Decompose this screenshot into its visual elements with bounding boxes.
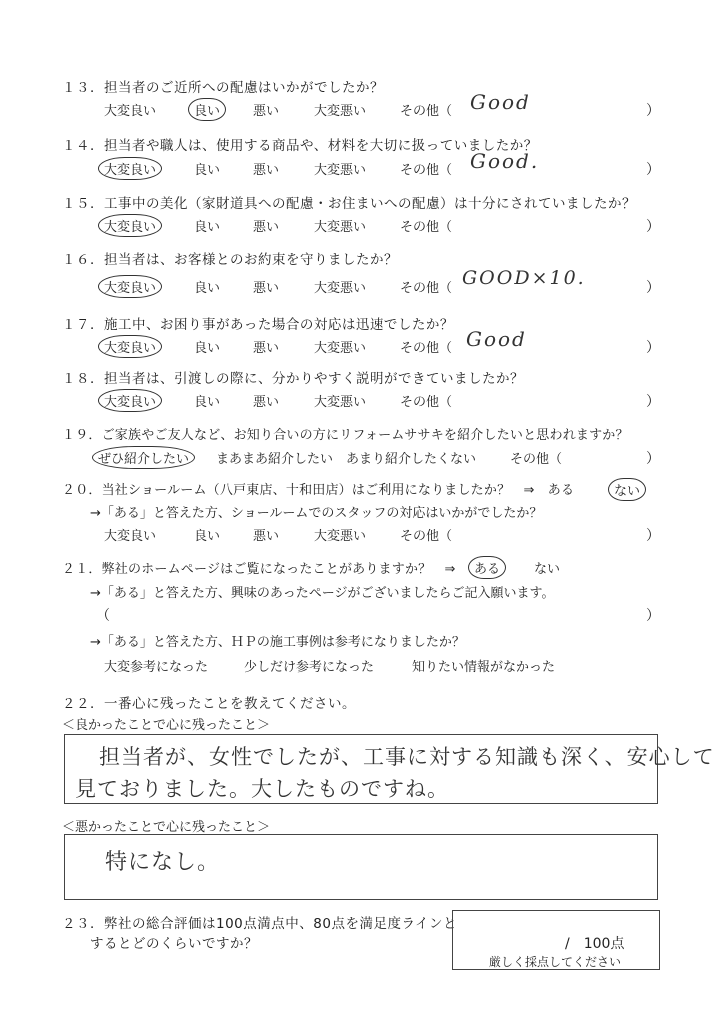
q17-close: ） [646,340,660,356]
q20-opt-other[interactable]: その他（ [400,529,453,544]
q22-good-line1: 担当者が、女性でしたが、工事に対する知識も深く、安心して [99,745,715,769]
q17-opt-3[interactable]: 悪い [253,341,280,356]
q14-opt-3[interactable]: 悪い [253,163,280,178]
q15-opt-other[interactable]: その他（ [400,220,453,235]
q23-line1: ２３．弊社の総合評価は100点満点中、80点を満足度ラインと [62,916,458,932]
q16-label: １６．担当者は、お客様とのお約束を守りましたか？ [62,252,398,268]
q21-sub1: →「ある」と答えた方、興味のあったページがございましたらご記入願います。 [90,586,555,601]
q13-opt-4[interactable]: 大変悪い [314,104,367,119]
q13-opt-other[interactable]: その他（ [400,104,453,119]
q16-close: ） [646,280,660,296]
q20-opt-3[interactable]: 悪い [253,529,280,544]
q20-label: ２０．当社ショールーム（八戸東店、十和田店）はご利用になりましたか？ ⇒ ある [62,483,575,498]
q13-opt-2-selected[interactable]: 良い [188,98,226,121]
q22-good-label: ＜良かったことで心に残ったこと＞ [62,718,271,733]
q16-opt-2[interactable]: 良い [194,281,221,296]
q14-opt-2[interactable]: 良い [194,163,221,178]
q19-opt-2[interactable]: まあまあ紹介したい [216,452,334,467]
q16-opt-other[interactable]: その他（ [400,281,453,296]
q21-opt-3[interactable]: 知りたい情報がなかった [412,660,556,675]
q21-yes-selected[interactable]: ある [468,556,506,579]
q19-close: ） [646,451,660,467]
q16-opt-4[interactable]: 大変悪い [314,281,367,296]
q14-opt-1-selected[interactable]: 大変良い [98,157,162,180]
q20-opt-1[interactable]: 大変良い [104,529,157,544]
q20-close: ） [646,528,660,544]
q15-opt-4[interactable]: 大変悪い [314,220,367,235]
q17-opt-2[interactable]: 良い [194,341,221,356]
q18-close: ） [646,394,660,410]
q18-label: １８．担当者は、引渡しの際に、分かりやすく説明ができていましたか？ [62,371,524,387]
q22-bad-box[interactable] [64,834,658,900]
q20-opt-2[interactable]: 良い [194,529,221,544]
q13-label: １３．担当者のご近所への配慮はいかがでしたか？ [62,80,384,96]
q14-close: ） [646,162,660,178]
q17-opt-1-selected[interactable]: 大変良い [98,335,162,358]
q22-label: ２２．一番心に残ったことを教えてください。 [62,696,356,712]
q19-opt-1-selected[interactable]: ぜひ紹介したい [92,446,195,469]
q21-opt-1[interactable]: 大変参考になった [104,660,209,675]
q13-opt-3[interactable]: 悪い [253,104,280,119]
q23-score: / 100点 [565,936,625,952]
q15-opt-3[interactable]: 悪い [253,220,280,235]
q21-no[interactable]: ない [534,562,561,577]
q21-open: （ [96,608,110,624]
q21-label: ２１．弊社のホームページはご覧になったことがありますか？ ⇒ [62,562,456,577]
q15-opt-1-selected[interactable]: 大変良い [98,214,162,237]
q18-opt-1-selected[interactable]: 大変良い [98,389,162,412]
q23-note: 厳しく採点してください [489,955,622,969]
q17-other-text: Good [466,327,527,351]
q18-opt-2[interactable]: 良い [194,395,221,410]
q14-opt-4[interactable]: 大変悪い [314,163,367,178]
q21-opt-2[interactable]: 少しだけ参考になった [244,660,375,675]
q22-good-line2: 見ておりました。大したものですね。 [75,777,449,801]
q14-opt-other[interactable]: その他（ [400,163,453,178]
q21-close: ） [646,608,660,624]
q17-opt-other[interactable]: その他（ [400,341,453,356]
q15-close: ） [646,219,660,235]
q22-bad-label: ＜悪かったことで心に残ったこと＞ [62,820,271,835]
q13-other-text: Good [470,90,531,114]
q20-sub: →「ある」と答えた方、ショールームでのスタッフの対応はいかがでしたか？ [90,506,543,521]
q18-opt-4[interactable]: 大変悪い [314,395,367,410]
q18-opt-3[interactable]: 悪い [253,395,280,410]
q22-good-box[interactable] [64,734,715,804]
q19-label: １９．ご家族やご友人など、お知り合いの方にリフォームササキを紹介したいと思われますか？ [62,428,629,443]
q15-label: １５．工事中の美化（家財道具への配慮・お住まいへの配慮）は十分にされていましたか？ [62,196,636,212]
q16-other-text: GOOD×10. [462,267,586,289]
q21-sub2: →「ある」と答えた方、ＨＰの施工事例は参考になりましたか？ [90,635,465,650]
q17-opt-4[interactable]: 大変悪い [314,341,367,356]
q20-opt-4[interactable]: 大変悪い [314,529,367,544]
q23-score-box[interactable] [452,910,660,970]
q15-opt-2[interactable]: 良い [194,220,221,235]
q14-label: １４．担当者や職人は、使用する商品や、材料を大切に扱っていましたか？ [62,138,538,154]
q22-bad-text: 特になし。 [105,850,221,875]
q14-other-text: Good. [470,149,540,173]
q13-close: ） [646,103,660,119]
q18-opt-other[interactable]: その他（ [400,395,453,410]
q13-opt-1[interactable]: 大変良い [104,104,157,119]
q20-no-selected[interactable]: ない [608,478,646,501]
q16-opt-1-selected[interactable]: 大変良い [98,275,162,298]
q19-opt-3[interactable]: あまり紹介したくない [346,452,477,467]
q23-line2: するとどのくらいですか？ [90,936,258,952]
q19-opt-other[interactable]: その他（ [510,452,563,467]
q17-label: １７．施工中、お困り事があった場合の対応は迅速でしたか？ [62,317,454,333]
q16-opt-3[interactable]: 悪い [253,281,280,296]
